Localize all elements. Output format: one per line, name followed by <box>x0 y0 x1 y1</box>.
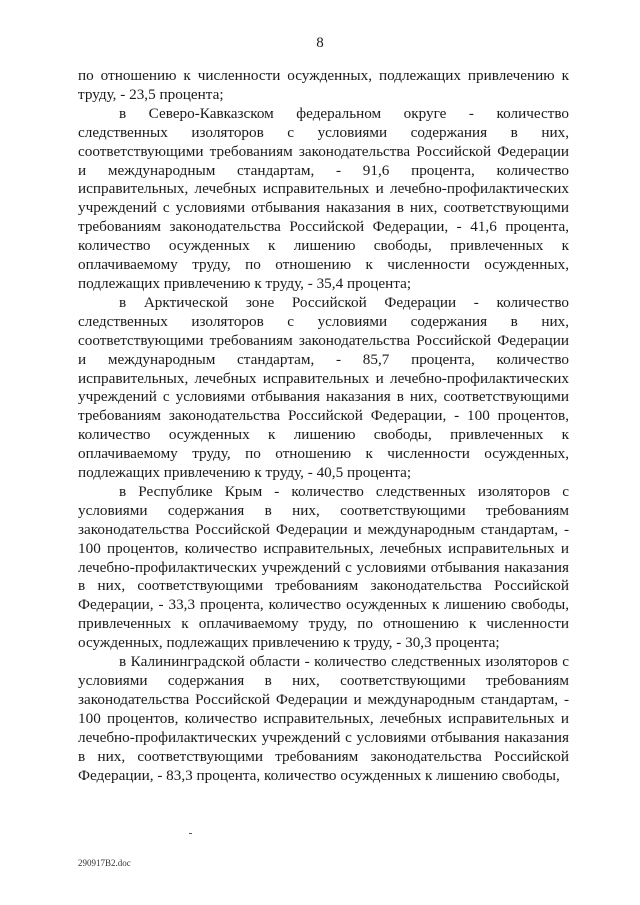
page-number: 8 <box>316 35 324 51</box>
scan-mark <box>189 833 192 834</box>
paragraph-north-caucasus: в Северо-Кавказском федеральном округе - количество следственных изоляторов с условиями содержания в них, соответствующими требованиям законодательства Российской Федерации и международным стандартам, - 91,6 процента, количество исправительных, лечебных исправительных и лечебно-профилактических учреждений с условиями отбывания наказания в них, соответствующими требованиям законодательства Российской Федерации, - 41,6 процента, количество осужденных к лишению свободы, привлеченных к оплачиваемому труду, по отношению к численности осужденных, подлежащих привлечению к труду, - 35,4 процента; <box>78 104 569 292</box>
document-body <box>78 67 569 785</box>
paragraph-crimea: в Республике Крым - количество следственных изоляторов с условиями содержания в них, соответствующими требованиям законодательства Российской Федерации и международным стандартам, - 100 процентов, количество исправительных, лечебных исправительных и лечебно-профилактических учреждений с условиями отбывания наказания в них, соответствующими требованиям законодательства Российской Федерации, - 33,3 процента, количество осужденных к лишению свободы, привлеченных к оплачиваемому труду, по отношению к численности осужденных, подлежащих привлечению к труду, - 30,3 процента; <box>78 482 569 652</box>
footer-document-code: 290917B2.doc <box>78 858 131 868</box>
paragraph-continuation: по отношению к численности осужденных, подлежащих привлечению к труду, - 23,5 процента; <box>78 67 569 103</box>
paragraph-arctic-zone: в Арктической зоне Российской Федерации - количество следственных изоляторов с условиями содержания в них, соответствующими требованиям законодательства Российской Федерации и международным стандартам, - 85,7 процента, количество исправительных, лечебных исправительных и лечебно-профилактических учреждений с условиями отбывания наказания в них, соответствующими требованиям законодательства Российской Федерации, - 100 процентов, количество осужденных к лишению свободы, привлеченных к оплачиваемому труду, по отношению к численности осужденных, подлежащих привлечению к труду, - 40,5 процента; <box>78 293 569 482</box>
paragraph-kaliningrad: в Калининградской области - количество следственных изоляторов с условиями содержания в них, соответствующими требованиям законодательства Российской Федерации и международным стандартам, - 100 процентов, количество исправительных, лечебных исправительных и лечебно-профилактических учреждений с условиями отбывания наказания в них, соответствующими требованиям законодательства Российской Федерации, - 83,3 процента, количество осужденных к лишению свободы, <box>78 653 569 784</box>
